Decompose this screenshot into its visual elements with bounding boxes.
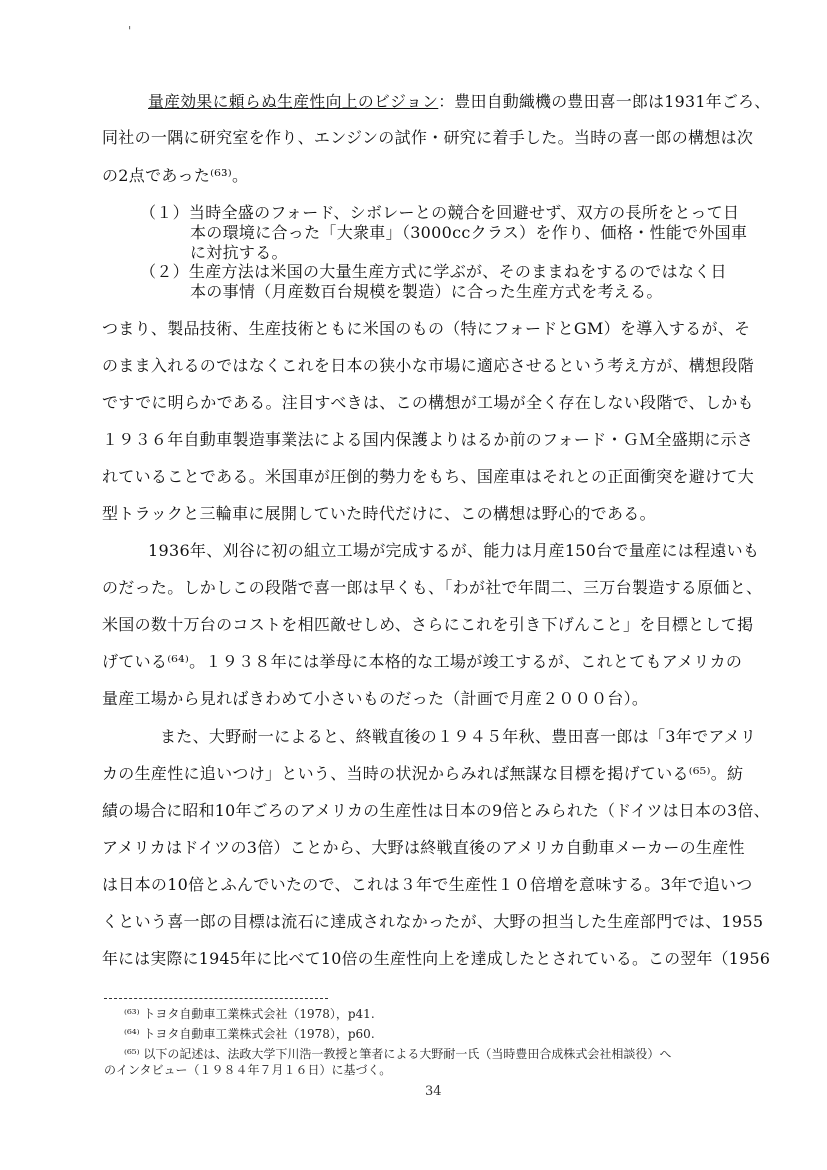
paragraph-3-line-1: 1936年、刈谷に初の組立工場が完成するが、能力は月産150台で量産には程遠いも	[148, 541, 760, 560]
paragraph-3-line-4: げている⁽⁶⁴⁾。１９３８年には挙母に本格的な工場が竣工するが、これとてもアメリカの	[102, 652, 743, 671]
section-heading: 量産効果に頼らぬ生産性向上のビジョン	[148, 92, 439, 111]
footnote-64: ⁽⁶⁴⁾ トヨタ自動車工業株式会社（1978），p60.	[124, 1027, 375, 1041]
list-item-1-line-2: 本の環境に合った「大衆車」（3000ccクラス）を作り、価格・性能で外国車	[190, 223, 748, 242]
paragraph-2-line-2: のまま入れるのではなくこれを日本の狭小な市場に適応させるという考え方が、構想段階	[102, 356, 755, 375]
paragraph-2-line-5: れていることである。米国車が圧倒的勢力をもち、国産車はそれとの正面衝突を避けて大	[102, 467, 755, 486]
paragraph-3-line-2: のだった。しかしこの段階で喜一郎は早くも、「わが社で年間二、三万台製造する原価と、	[102, 578, 763, 597]
paragraph-4-line-5: は日本の10倍とふんでいたので、これは３年で生産性１０倍増を意味する。3年で追いつ	[102, 875, 753, 894]
paragraph-1-line-1	[148, 92, 770, 112]
footnote-65-line-2: のインタビュー（１９８４年７月１６日）に基づく。	[104, 1063, 392, 1077]
paragraph-4-line-6: くという喜一郎の目標は流石に達成されなかったが、大野の担当した生産部門では、1955	[102, 912, 764, 931]
corner-mark: '	[128, 24, 132, 38]
list-item-1-line-1: （１）当時全盛のフォード、シボレーとの競合を回避せず、双方の長所をとって日	[140, 203, 740, 222]
paragraph-4-line-3: 績の場合に昭和10年ごろのアメリカの生産性は日本の9倍とみられた（ドイツは日本の3倍、	[102, 801, 770, 820]
list-item-1-line-3: に対抗する。	[190, 243, 288, 262]
footnote-63: ⁽⁶³⁾ トヨタ自動車工業株式会社（1978），p41.	[124, 1007, 375, 1021]
paragraph-4-line-4: アメリカはドイツの3倍）ことから、大野は終戦直後のアメリカ自動車メーカーの生産性	[102, 838, 745, 857]
paragraph-3-line-3: 米国の数十万台のコストを相匹敵せしめ、さらにこれを引き下げんこと」を目標として掲	[102, 615, 754, 634]
list-item-2-line-2: 本の事情（月産数百台規模を製造）に合った生産方式を考える。	[190, 282, 663, 301]
footnote-65-line-1: ⁽⁶⁵⁾ 以下の記述は、法政大学下川浩一教授と筆者による大野耐一氏（当時豊田合成株式会社相談役）へ	[124, 1047, 672, 1061]
page-number: 34	[425, 1084, 442, 1099]
paragraph-3-line-5: 量産工場から見ればきわめて小さいものだった（計画で月産２０００台）。	[102, 689, 649, 708]
paragraph-2-line-6: 型トラックと三輪車に展開していた時代だけに、この構想は野心的である。	[102, 504, 656, 523]
paragraph-2-line-3: ですでに明らかである。注目すべきは、この構想が工場が全く存在しない段階で、しかも	[102, 393, 754, 412]
list-item-2-line-1: （２）生産方法は米国の大量生産方式に学ぶが、そのままねをするのではなく日	[140, 262, 727, 281]
paragraph-4-line-7: 年には実際に1945年に比べて10倍の生産性向上を達成したとされている。この翌年（1956	[102, 949, 771, 968]
footnote-divider	[104, 998, 328, 999]
paragraph-2-line-4: １９３６年自動車製造事業法による国内保護よりはるか前のフォード・ＧＭ全盛期に示さ	[102, 430, 754, 449]
paragraph-1-line-1-rest: ：豊田自動織機の豊田喜一郎は1931年ごろ、	[438, 92, 771, 111]
paragraph-4-line-2: カの生産性に追いつけ」という、当時の状況からみれば無謀な目標を掲げている⁽⁶⁵⁾。紡	[102, 764, 744, 783]
paragraph-2-line-1: つまり、製品技術、生産技術ともに米国のもの（特にフォードとGM）を導入するが、そ	[102, 319, 751, 338]
paragraph-4-line-1: また、大野耐一によると、終戦直後の１９４５年秋、豊田喜一郎は「3年でアメリ	[160, 727, 757, 746]
paragraph-1-line-2: 同社の一隅に研究室を作り、エンジンの試作・研究に着手した。当時の喜一郎の構想は次	[102, 128, 754, 147]
paragraph-1-line-3: の2点であった⁽⁶³⁾。	[102, 166, 249, 185]
